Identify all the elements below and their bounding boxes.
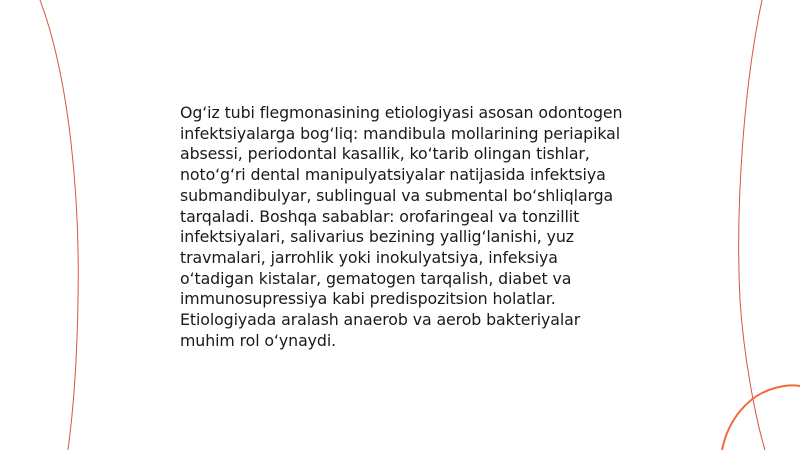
right-decor-curve: [739, 0, 765, 450]
bottom-right-decor-arc: [722, 385, 800, 450]
body-paragraph: Og‘iz tubi flegmonasining etiologiyasi asosan odontogen infektsiyalarga bog‘liq: mandibula mollarining periapikal absessi, periodontal kasallik, ko‘tarib olingan tishlar, noto‘g‘ri dental manipulyatsiyalar natijasida infektsiya submandibulyar, sublingual va submental bo‘shliqlarga tarqaladi. Boshqa sabablar: orofaringeal va tonzillit infektsiyalari, salivarius bezining yallig‘lanishi, yuz travmalari, jarrohlik yoki inokulyatsiya, infeksiya o‘tadigan kistalar, gematogen tarqalish, diabet va immunosupressiya kabi predispozitsion holatlar. Etiologiyada aralash anaerob va aerob bakteriyalar muhim rol o‘ynaydi.: [180, 103, 623, 350]
left-decor-curve: [40, 0, 78, 450]
